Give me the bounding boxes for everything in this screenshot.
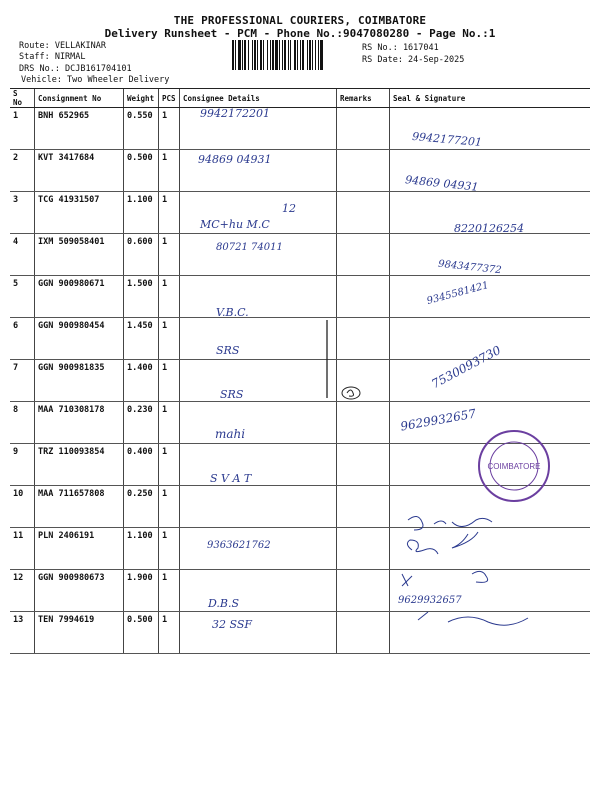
- row-consignee-details: [180, 444, 337, 486]
- row-remarks: [337, 318, 390, 360]
- row-remarks: [337, 444, 390, 486]
- row-consignment-no: TRZ 110093854: [35, 444, 124, 486]
- row-weight: 0.400: [124, 444, 159, 486]
- row-remarks: [337, 234, 390, 276]
- barcode-bar: [312, 40, 313, 70]
- barcode-bar: [288, 40, 289, 70]
- row-pcs: 1: [159, 612, 180, 654]
- row-consignee-details: [180, 402, 337, 444]
- barcode-bar: [272, 40, 274, 70]
- barcode-bar: [309, 40, 311, 70]
- row-remarks: [337, 612, 390, 654]
- row-pcs: 1: [159, 108, 180, 150]
- row-consignment-no: PLN 2406191: [35, 528, 124, 570]
- handwritten-signature-1: 9942177201: [411, 129, 483, 150]
- drs-number: DRS No.: DCJB161704101: [19, 64, 132, 74]
- runsheet-subtitle: Delivery Runsheet - PCM - Phone No.:9047080280 - Page No.:1: [104, 27, 496, 40]
- table-row: [10, 150, 590, 192]
- col-remarks: Remarks: [337, 89, 390, 108]
- table-row: [10, 360, 590, 402]
- handwritten-detail-11: 9363621762: [207, 540, 271, 551]
- row-weight: 1.100: [124, 192, 159, 234]
- route-label: Route: VELLAKINAR: [19, 41, 106, 51]
- row-consignee-details: [180, 486, 337, 528]
- row-consignee-details: [180, 318, 337, 360]
- row-weight: 0.500: [124, 150, 159, 192]
- staff-label: Staff: NIRMAL: [19, 52, 86, 62]
- row-remarks: [337, 570, 390, 612]
- row-sno: 5: [10, 276, 35, 318]
- row-consignment-no: TCG 41931507: [35, 192, 124, 234]
- row-pcs: 1: [159, 528, 180, 570]
- row-sno: 13: [10, 612, 35, 654]
- handwritten-detail-2: 94869 04931: [198, 153, 272, 166]
- barcode-bar: [238, 40, 241, 70]
- row-consignment-no: KVT 3417684: [35, 150, 124, 192]
- table-row: [10, 108, 590, 150]
- row-sno: 6: [10, 318, 35, 360]
- barcode-image: [232, 40, 358, 70]
- rs-date: RS Date: 24-Sep-2025: [362, 55, 465, 65]
- table-row: [10, 276, 590, 318]
- row-remarks: [337, 150, 390, 192]
- barcode-bar: [290, 40, 291, 70]
- barcode-bar: [307, 40, 308, 70]
- handwritten-signature-5: 9345581421: [425, 279, 490, 308]
- row-consignment-no: TEN 7994619: [35, 612, 124, 654]
- barcode-bar: [294, 40, 296, 70]
- barcode-bar: [252, 40, 253, 70]
- handwritten-detail-12: D.B.S: [208, 597, 240, 610]
- row-pcs: 1: [159, 444, 180, 486]
- row-sno: 9: [10, 444, 35, 486]
- row-sno: 3: [10, 192, 35, 234]
- row-consignee-details: [180, 276, 337, 318]
- company-title: THE PROFESSIONAL COURIERS, COIMBATORE: [173, 14, 427, 27]
- row-sno: 11: [10, 528, 35, 570]
- barcode-bar: [320, 40, 323, 70]
- row-consignment-no: GGN 900980671: [35, 276, 124, 318]
- handwritten-signature-2: 94869 04931: [404, 173, 479, 194]
- row-weight: 1.500: [124, 276, 159, 318]
- handwritten-detail-9: mahi: [215, 427, 246, 441]
- row-remarks: [337, 276, 390, 318]
- handwritten-detail-13: 32 SSF: [212, 618, 253, 631]
- signature-scribbles: [388, 488, 588, 648]
- row-consignment-no: GGN 900980673: [35, 570, 124, 612]
- handwritten-signature-7: 9629932657: [399, 406, 477, 434]
- barcode-bar: [232, 40, 234, 70]
- row-remarks: [337, 108, 390, 150]
- barcode-bar: [282, 40, 283, 70]
- row-weight: 0.250: [124, 486, 159, 528]
- barcode-bar: [297, 40, 298, 70]
- row-pcs: 1: [159, 150, 180, 192]
- handwritten-detail-3: 12: [282, 202, 296, 215]
- row-weight: 0.500: [124, 612, 159, 654]
- row-consignee-details: [180, 612, 337, 654]
- table-row: [10, 318, 590, 360]
- barcode-bar: [242, 40, 243, 70]
- remark-mark: [340, 385, 362, 401]
- row-remarks: [337, 402, 390, 444]
- barcode-bar: [254, 40, 256, 70]
- barcode-bar: [270, 40, 271, 70]
- rs-number: RS No.: 1617041: [362, 43, 439, 53]
- row-consignment-no: MAA 711657808: [35, 486, 124, 528]
- handwritten-detail-1: 9942172201: [200, 107, 270, 120]
- handwritten-detail-6: V.B.C.: [216, 306, 249, 319]
- handwritten-detail-8: SRS: [220, 388, 244, 401]
- handwritten-detail-10: S V A T: [210, 472, 252, 485]
- barcode-bar: [302, 40, 304, 70]
- barcode-bar: [260, 40, 262, 70]
- row-weight: 0.230: [124, 402, 159, 444]
- col-weight: Weight: [124, 89, 159, 108]
- margin-line: [322, 320, 332, 400]
- row-sno: 8: [10, 402, 35, 444]
- row-sno: 4: [10, 234, 35, 276]
- handwritten-signature-4: 9843477372: [437, 258, 503, 277]
- row-consignment-no: MAA 710308178: [35, 402, 124, 444]
- row-sno: 1: [10, 108, 35, 150]
- col-seal: Seal & Signature: [390, 89, 591, 108]
- handwritten-signature-6: 7530093730: [429, 342, 504, 392]
- row-weight: 0.550: [124, 108, 159, 150]
- row-pcs: 1: [159, 486, 180, 528]
- row-remarks: [337, 528, 390, 570]
- row-sno: 2: [10, 150, 35, 192]
- row-weight: 1.100: [124, 528, 159, 570]
- row-consignee-details: [180, 234, 337, 276]
- row-weight: 1.900: [124, 570, 159, 612]
- courier-seal-stamp: [476, 428, 552, 504]
- row-seal-signature: [390, 276, 591, 318]
- row-pcs: 1: [159, 276, 180, 318]
- row-consignment-no: GGN 900980454: [35, 318, 124, 360]
- row-weight: 0.600: [124, 234, 159, 276]
- barcode-bar: [315, 40, 316, 70]
- row-consignment-no: IXM 509058401: [35, 234, 124, 276]
- barcode-bar: [263, 40, 264, 70]
- barcode-bar: [284, 40, 286, 70]
- row-remarks: [337, 192, 390, 234]
- handwritten-signature-3: 8220126254: [454, 222, 524, 235]
- barcode-bar: [318, 40, 319, 70]
- stamp-city: COIMBATORE: [487, 462, 541, 471]
- handwritten-signature-8: 9629932657: [398, 595, 462, 606]
- handwritten-detail-7: SRS: [216, 344, 240, 357]
- barcode-bar: [244, 40, 246, 70]
- barcode-bar: [267, 40, 268, 70]
- handwritten-detail-4: MC+hu M.C: [200, 218, 270, 231]
- row-weight: 1.400: [124, 360, 159, 402]
- barcode-bar: [275, 40, 278, 70]
- row-weight: 1.450: [124, 318, 159, 360]
- barcode-bar: [257, 40, 258, 70]
- barcode-bar: [279, 40, 280, 70]
- row-sno: 7: [10, 360, 35, 402]
- barcode-bar: [235, 40, 236, 70]
- row-pcs: 1: [159, 234, 180, 276]
- col-sno: S No: [10, 89, 35, 108]
- row-seal-signature: [390, 360, 591, 402]
- barcode-bar: [248, 40, 249, 70]
- barcode-bar: [300, 40, 301, 70]
- row-pcs: 1: [159, 402, 180, 444]
- row-consignment-no: BNH 652965: [35, 108, 124, 150]
- col-consignee: Consignee Details: [180, 89, 337, 108]
- row-pcs: 1: [159, 192, 180, 234]
- col-pcs: PCS: [159, 89, 180, 108]
- row-pcs: 1: [159, 318, 180, 360]
- col-consignment: Consignment No: [35, 89, 124, 108]
- row-consignee-details: [180, 360, 337, 402]
- row-remarks: [337, 486, 390, 528]
- row-pcs: 1: [159, 360, 180, 402]
- vehicle-label: Vehicle: Two Wheeler Delivery: [21, 75, 170, 85]
- table-row: [10, 234, 590, 276]
- row-pcs: 1: [159, 570, 180, 612]
- handwritten-detail-5: 80721 74011: [216, 242, 283, 253]
- row-sno: 10: [10, 486, 35, 528]
- row-sno: 12: [10, 570, 35, 612]
- row-consignee-details: [180, 570, 337, 612]
- table-header-row: [10, 89, 590, 108]
- row-consignment-no: GGN 900981835: [35, 360, 124, 402]
